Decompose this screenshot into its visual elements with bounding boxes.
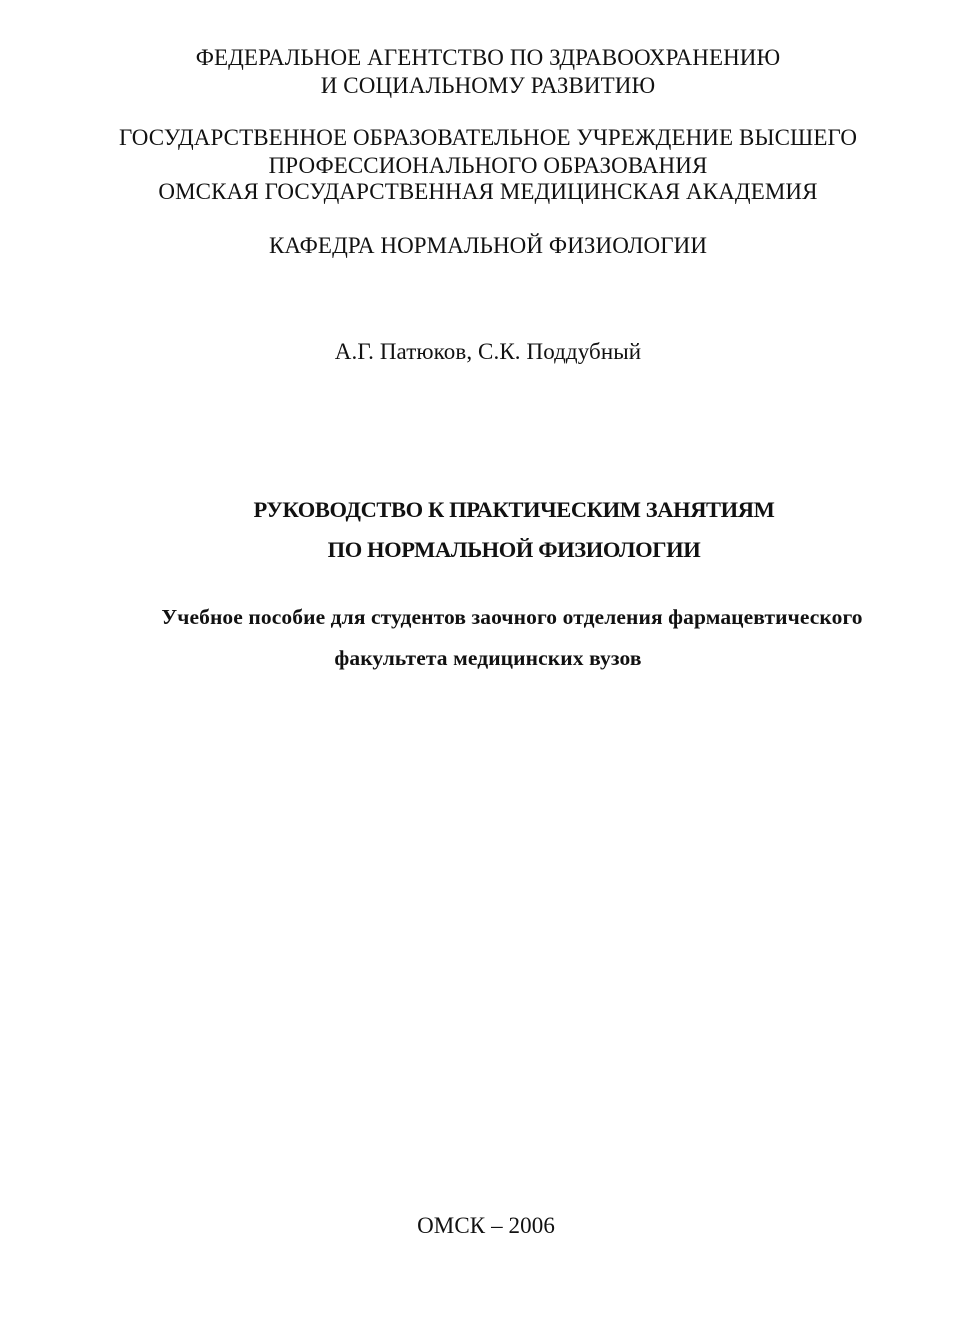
department-name: КАФЕДРА НОРМАЛЬНОЙ ФИЗИОЛОГИИ: [268, 233, 708, 258]
subtitle-line-1: Учебное пособие для студентов заочного отделения фармацевтического: [161, 605, 863, 629]
agency-line-2: И СОЦИАЛЬНОМУ РАЗВИТИЮ: [320, 73, 656, 98]
institution-line-3: ОМСКАЯ ГОСУДАРСТВЕННАЯ МЕДИЦИНСКАЯ АКАДЕМИЯ: [158, 179, 818, 204]
agency-line-1: ФЕДЕРАЛЬНОЕ АГЕНТСТВО ПО ЗДРАВООХРАНЕНИЮ: [195, 45, 781, 70]
institution-line-2: ПРОФЕССИОНАЛЬНОГО ОБРАЗОВАНИЯ: [268, 153, 708, 178]
book-title-line-2: ПО НОРМАЛЬНОЙ ФИЗИОЛОГИИ: [327, 537, 701, 562]
subtitle-line-2: факультета медицинских вузов: [334, 646, 642, 670]
place-year: ОМСК – 2006: [417, 1213, 555, 1238]
book-title-line-1: РУКОВОДСТВО К ПРАКТИЧЕСКИМ ЗАНЯТИЯМ: [253, 497, 775, 522]
institution-line-1: ГОСУДАРСТВЕННОЕ ОБРАЗОВАТЕЛЬНОЕ УЧРЕЖДЕНИЕ ВЫСШЕГО: [118, 125, 858, 150]
authors: А.Г. Патюков, С.К. Поддубный: [334, 339, 642, 364]
